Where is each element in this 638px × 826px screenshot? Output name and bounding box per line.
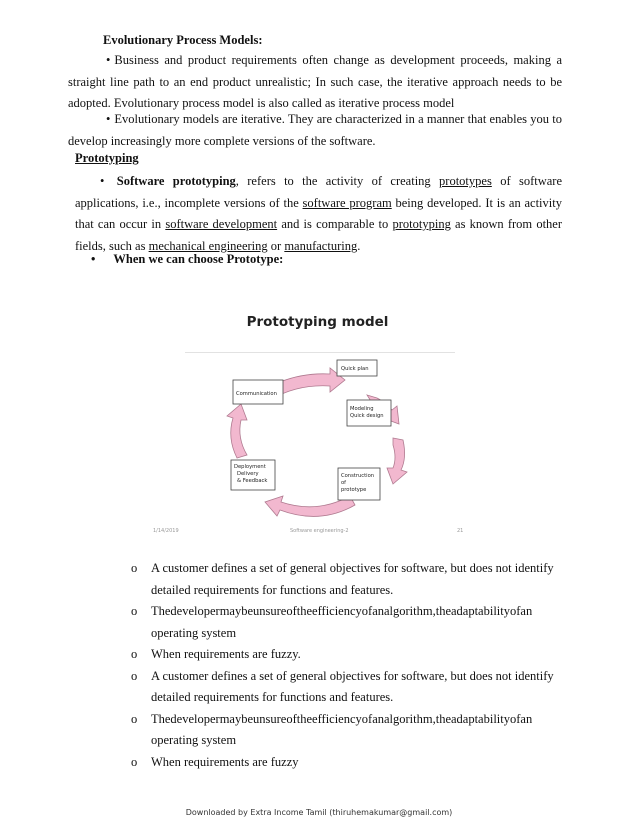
list-item bbox=[131, 558, 571, 601]
prototyping-cycle-diagram bbox=[145, 300, 490, 540]
list-item-text: When requirements are fuzzy bbox=[151, 754, 299, 769]
label-deployment: Deployment bbox=[234, 464, 266, 470]
prototyping-model-figure bbox=[145, 300, 490, 540]
prototyping-title: Prototyping bbox=[75, 151, 139, 165]
bullet: • bbox=[106, 112, 111, 126]
label-quick-plan: Quick plan bbox=[341, 366, 369, 372]
list-marker: o bbox=[131, 647, 138, 661]
list-item bbox=[131, 644, 571, 666]
download-footer: Downloaded by Extra Income Tamil (thiruhemakumar@gmail.com) bbox=[185, 808, 453, 817]
figure-title: Prototyping model bbox=[246, 314, 389, 330]
list-marker: o bbox=[131, 668, 138, 683]
list-item-text: Thedevelopermaybeunsureoftheefficiencyofanalgorithm,theadaptabilityofan operating system bbox=[151, 604, 533, 640]
paragraph-evolutionary-iterative bbox=[68, 109, 562, 152]
arrow-left bbox=[227, 404, 247, 458]
list-marker: o bbox=[131, 561, 138, 575]
label-delivery: Delivery bbox=[237, 471, 259, 477]
list-item bbox=[131, 601, 571, 644]
list-marker: o bbox=[131, 711, 138, 726]
link-software-development[interactable]: software development bbox=[165, 217, 278, 231]
text-run: or bbox=[267, 238, 285, 253]
link-mechanical-engineering[interactable]: mechanical engineering bbox=[148, 238, 268, 253]
figure-footer-date: 1/14/2019 bbox=[153, 528, 179, 534]
text-run: being developed. It is an activity that can occur in bbox=[75, 195, 562, 231]
list-item-text: When requirements are fuzzy. bbox=[151, 647, 301, 661]
bullet: • bbox=[100, 174, 105, 188]
label-modeling: Modeling bbox=[350, 406, 374, 412]
link-prototyping[interactable]: prototyping bbox=[392, 217, 451, 231]
section-heading: Evolutionary Process Models: bbox=[103, 33, 263, 47]
text-run: . bbox=[357, 238, 361, 253]
arrow-right bbox=[387, 438, 407, 484]
list-item bbox=[131, 752, 571, 774]
when-heading-text: When we can choose Prototype: bbox=[113, 252, 284, 266]
list-marker: o bbox=[131, 754, 138, 769]
link-software-program[interactable]: software program bbox=[302, 195, 392, 210]
paragraph-evolutionary-intro bbox=[68, 50, 562, 115]
label-construction: Construction bbox=[341, 473, 375, 479]
label-feedback: & Feedback bbox=[237, 478, 268, 484]
link-prototypes[interactable]: prototypes bbox=[439, 174, 492, 188]
list-item-text: Thedevelopermaybeunsureoftheefficiencyofanalgorithm,theadaptabilityofan operating system bbox=[151, 711, 533, 747]
list-item-text: A customer defines a set of general objectives for software, but does not identify detailed requirements for functions and features. bbox=[151, 668, 554, 704]
label-prototype: prototype bbox=[341, 487, 367, 493]
bullet: • bbox=[106, 53, 111, 67]
list-item-text: A customer defines a set of general objectives for software, but does not identify detailed requirements for functions and features. bbox=[151, 561, 554, 597]
bold-lead: Software prototyping bbox=[116, 174, 236, 188]
figure-footer-page: 21 bbox=[457, 528, 464, 534]
list-marker: o bbox=[131, 604, 138, 618]
label-communication: Communication bbox=[236, 391, 277, 397]
paragraph-text: Business and product requirements often change as development proceeds, making a straight line path to an end product unrealistic; In such case, the iterative approach needs to be adopted. Evolutionary process model is also called as iterative process model bbox=[68, 53, 562, 110]
text-run: and is comparable to bbox=[277, 217, 393, 231]
when-choose-prototype bbox=[91, 252, 283, 267]
label-of: of bbox=[341, 480, 347, 486]
list-item bbox=[131, 666, 571, 709]
text-run: , refers to the activity of creating bbox=[235, 174, 440, 188]
text-run: of software applications, i.e., incomplete versions of the bbox=[75, 174, 563, 210]
label-quick-design: Quick design bbox=[350, 413, 384, 419]
prototype-conditions-list bbox=[131, 558, 571, 773]
list-item bbox=[131, 709, 571, 752]
text-run: as known from other fields, such as bbox=[75, 217, 562, 253]
bullet: • bbox=[91, 252, 96, 266]
figure-footer-course: Software engineering-2 bbox=[290, 528, 349, 534]
paragraph-text: Evolutionary models are iterative. They are characterized in a manner that enables you to develop increasingly more complete versions of the software. bbox=[68, 112, 562, 148]
link-manufacturing[interactable]: manufacturing bbox=[284, 238, 358, 253]
prototyping-paragraph bbox=[75, 171, 562, 257]
